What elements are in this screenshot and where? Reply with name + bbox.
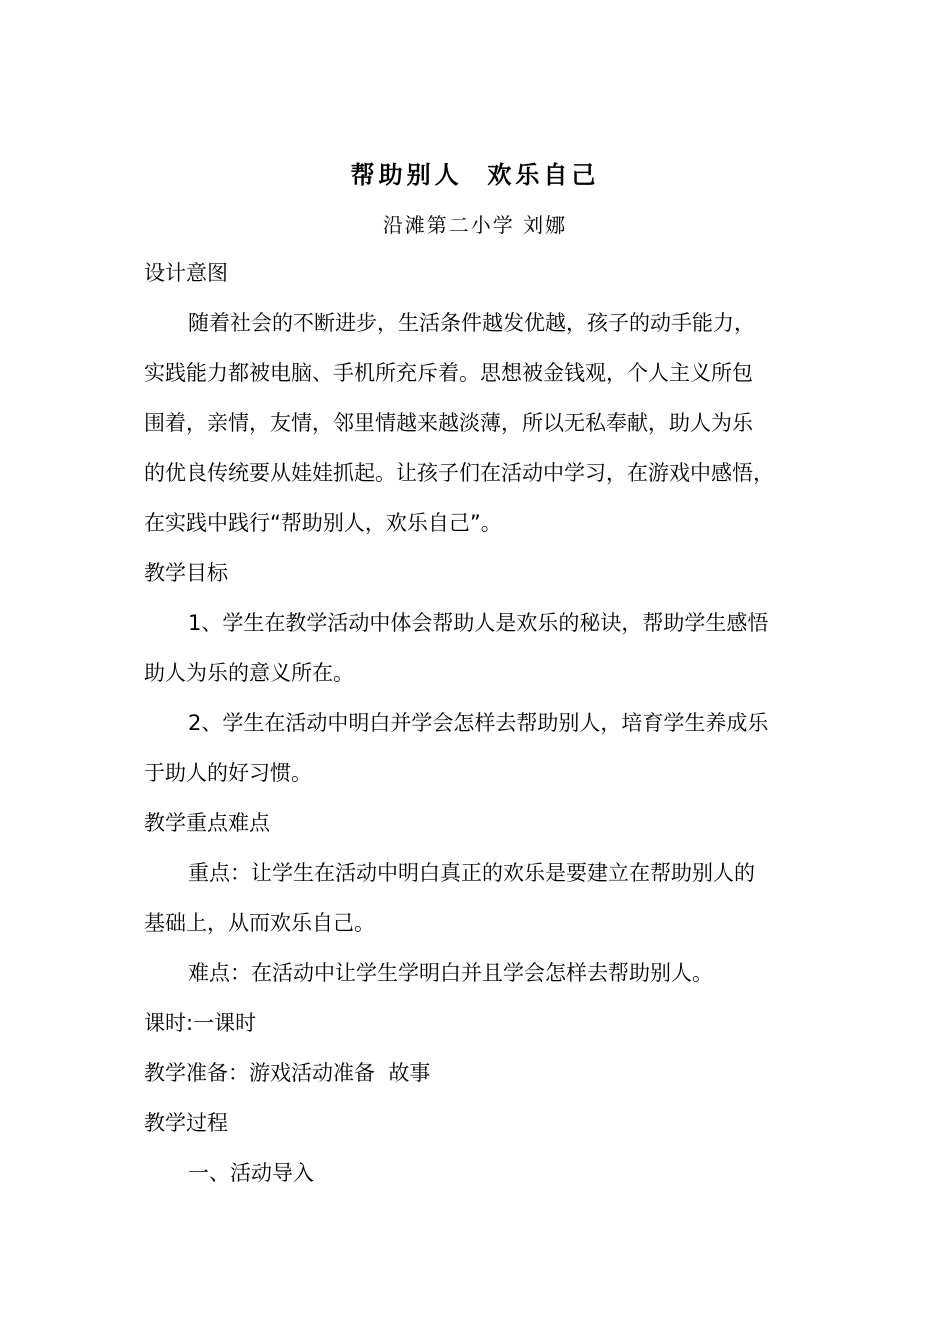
process-step-1: 一、活动导入: [188, 1161, 314, 1185]
teaching-goals-heading: 教学目标: [144, 561, 228, 585]
author-line: 沿滩第二小学 刘娜: [382, 213, 568, 237]
goal-1-line-2: 助人为乐的意义所在。: [144, 661, 354, 685]
teaching-process-heading: 教学过程: [144, 1111, 228, 1135]
design-intent-line-4: 的优良传统要从娃娃抓起。让孩子们在活动中学习，在游戏中感悟，: [144, 461, 774, 485]
design-intent-line-5: 在实践中践行“帮助别人，欢乐自己”。: [144, 511, 502, 535]
design-intent-heading: 设计意图: [144, 261, 228, 285]
key-point-line-2: 基础上，从而欢乐自己。: [144, 911, 375, 935]
design-intent-line-3: 围着，亲情，友情，邻里情越来越淡薄，所以无私奉献，助人为乐: [144, 411, 753, 435]
teaching-preparation: 教学准备：游戏活动准备 故事: [144, 1061, 431, 1085]
key-points-heading: 教学重点难点: [144, 811, 270, 835]
goal-2-line-1: 2、学生在活动中明白并学会怎样去帮助别人，培育学生养成乐: [188, 711, 769, 735]
difficulty-line: 难点：在活动中让学生学明白并且学会怎样去帮助别人。: [188, 961, 713, 985]
design-intent-line-1: 随着社会的不断进步，生活条件越发优越，孩子的动手能力，: [188, 311, 755, 335]
key-point-line-1: 重点：让学生在活动中明白真正的欢乐是要建立在帮助别人的: [188, 861, 755, 885]
goal-2-line-2: 于助人的好习惯。: [144, 761, 312, 785]
class-hours: 课时:一课时: [144, 1011, 257, 1035]
design-intent-line-2: 实践能力都被电脑、手机所充斥着。思想被金钱观，个人主义所包: [144, 361, 753, 385]
document-title: 帮助别人 欢乐自己: [350, 160, 600, 189]
goal-1-line-1: 1、学生在教学活动中体会帮助人是欢乐的秘诀，帮助学生感悟: [188, 611, 769, 635]
